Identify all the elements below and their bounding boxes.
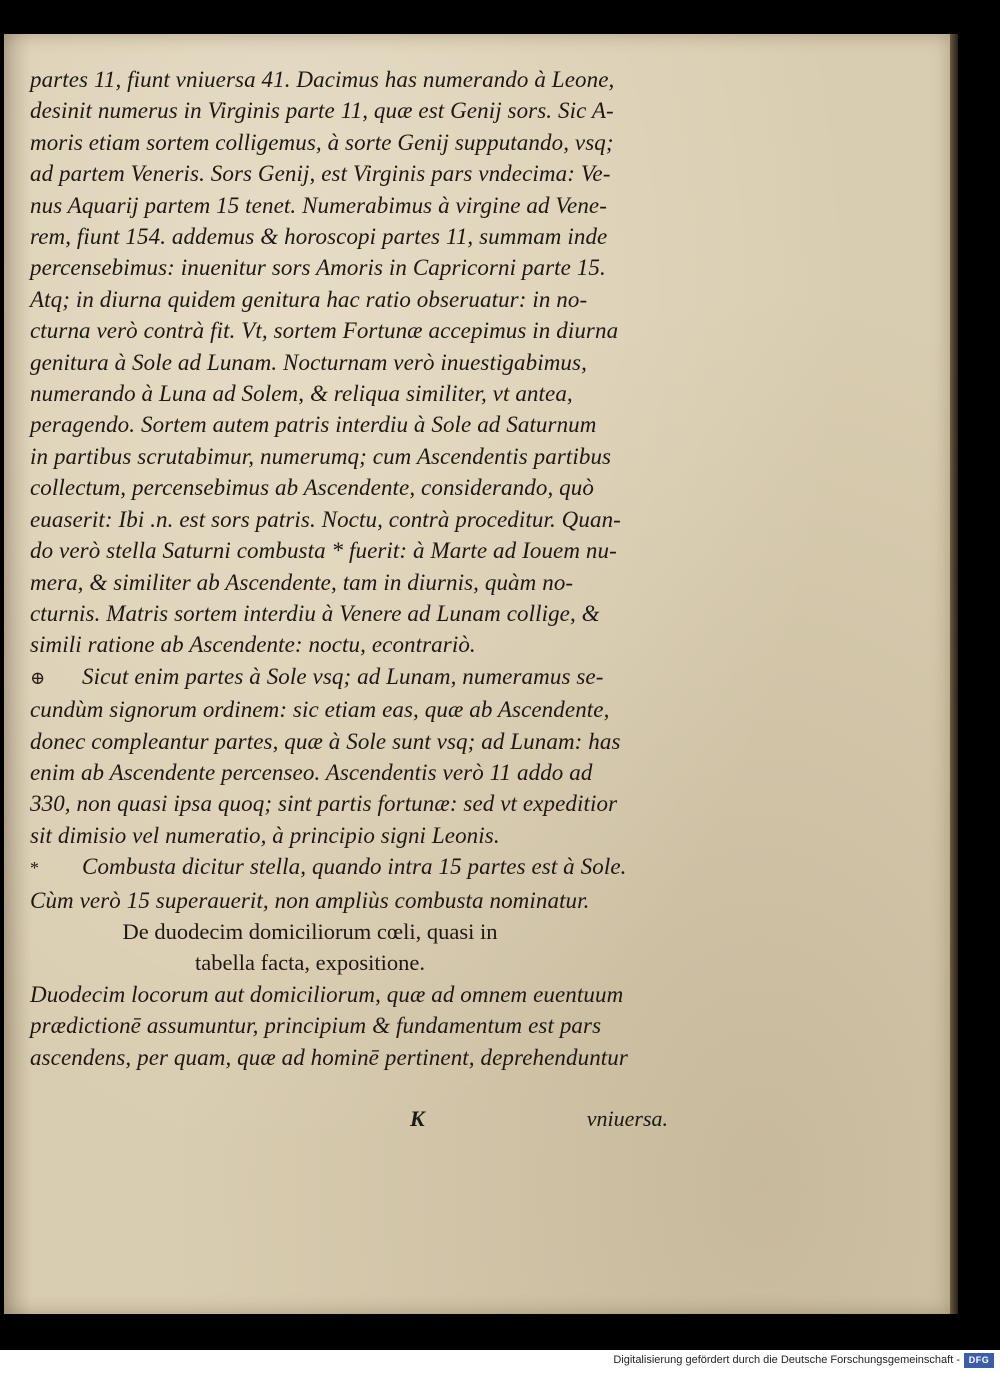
note-first-line [30, 851, 670, 884]
note-marker-icon: ⊕ [30, 667, 46, 688]
annotation-note-1 [30, 661, 670, 851]
note-line: cundùm signorum ordinem: sic etiam eas, quæ ab Ascendente, [30, 697, 610, 723]
note-line: enim ab Ascendente percenseo. Ascendentis verò 11 addo ad [30, 759, 593, 785]
text-line: ad partem Veneris. Sors Genij, est Virginis pars vndecima: Ve- [30, 161, 611, 187]
catchword: vniuersa. [586, 1106, 668, 1131]
text-line: do verò stella Saturni combusta * fuerit: à Marte ad Iouem nu- [30, 538, 617, 564]
note-text: Combusta dicitur stella, quando intra 15 partes est à Sole. [82, 854, 627, 880]
text-line: ascendens, per quam, quæ ad hominē pertinent, deprehenduntur [30, 1044, 628, 1070]
heading-line-2: tabella facta, expositione. [195, 950, 425, 976]
text-line: Atq; in diurna quidem genitura hac ratio obseruatur: in no- [30, 286, 588, 312]
note-line: 330, non quasi ipsa quoq; sint partis fortunæ: sed vt expeditior [30, 791, 618, 817]
text-line: cturna verò contrà fit. Vt, sortem Fortunæ accepimus in diurna [30, 318, 619, 344]
text-line: desinit numerus in Virginis parte 11, quæ est Genij sors. Sic A- [30, 98, 614, 124]
signature-mark: K [410, 1106, 425, 1131]
digitization-footer [0, 1350, 1000, 1373]
text-line: Duodecim locorum aut domiciliorum, quæ ad omnem euentuum [30, 981, 624, 1007]
text-line: peragendo. Sortem autem patris interdiu à Sole ad Saturnum [30, 412, 597, 438]
page-text-block [30, 64, 670, 1073]
text-line: rem, fiunt 154. addemus & horoscopi partes 11, summam inde [30, 224, 608, 250]
annotation-note-2 [30, 851, 670, 916]
asterisk-marker-icon: * [30, 858, 40, 879]
text-line: in partibus scrutabimur, numerumq; cum Ascendentis partibus [30, 443, 612, 469]
text-line: prædictionē assumuntur, principium & fundamentum est pars [30, 1013, 602, 1039]
text-line: partes 11, fiunt vniuersa 41. Dacimus has numerando à Leone, [30, 67, 615, 92]
text-line: numerando à Luna ad Solem, & reliqua similiter, vt antea, [30, 381, 573, 407]
note-line: donec compleantur partes, quæ à Sole sunt vsq; ad Lunam: has [30, 728, 621, 754]
text-line: collectum, percensebimus ab Ascendente, considerando, quò [30, 475, 594, 501]
section-heading [30, 916, 670, 979]
text-line: nus Aquarij partem 15 tenet. Numerabimus à virgine ad Vene- [30, 192, 608, 218]
footer-credit-text: Digitalisierung gefördert durch die Deutsche Forschungsgemeinschaft - [613, 1354, 960, 1366]
text-line: genitura à Sole ad Lunam. Nocturnam verò inuestigabimus, [30, 349, 587, 375]
heading-line-1: De duodecim domiciliorum cœli, quasi in [122, 918, 498, 944]
note-first-line [30, 661, 670, 694]
note-line: sit dimisio vel numeratio, à principio signi Leonis. [30, 822, 500, 848]
note-text: Sicut enim partes à Sole vsq; ad Lunam, numeramus se- [82, 663, 604, 689]
note-line: Cùm verò 15 superauerit, non ampliùs combusta nominatur. [30, 887, 590, 913]
text-line: moris etiam sortem colligemus, à sorte Genij supputando, vsq; [30, 129, 614, 155]
text-line: cturnis. Matris sortem interdiu à Venere ad Lunam collige, & [30, 600, 600, 626]
text-line: simili ratione ab Ascendente: noctu, econtrariò. [30, 632, 476, 658]
page-footer-row [30, 1106, 670, 1138]
text-line: euaserit: Ibi .n. est sors patris. Noctu, contrà proceditur. Quan- [30, 506, 621, 532]
text-line: mera, & similiter ab Ascendente, tam in diurnis, quàm no- [30, 569, 574, 595]
body-paragraph [30, 64, 670, 661]
dfg-logo-icon: DFG [964, 1353, 994, 1368]
closing-paragraph [30, 979, 670, 1073]
page-edge [950, 34, 958, 1314]
text-line: percensebimus: inuenitur sors Amoris in Capricorni parte 15. [30, 255, 606, 281]
